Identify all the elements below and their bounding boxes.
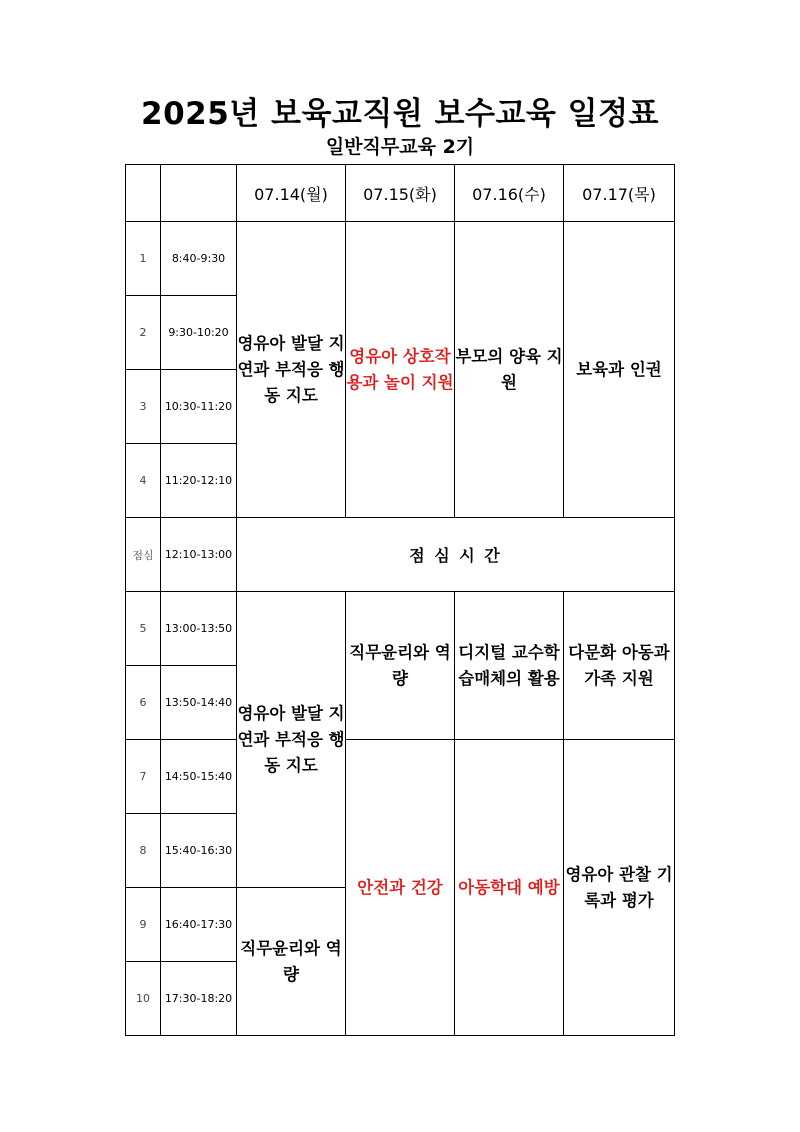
page-title: 2025년 보육교직원 보수교육 일정표 bbox=[141, 96, 659, 132]
period-number: 1 bbox=[126, 222, 161, 296]
period-time: 15:40-16:30 bbox=[161, 814, 237, 888]
course-cell: 보육과 인권 bbox=[564, 222, 675, 518]
course-cell: 영유아 상호작용과 놀이 지원 bbox=[346, 222, 455, 518]
period-time: 17:30-18:20 bbox=[161, 962, 237, 1036]
day-header: 07.14(월) bbox=[237, 165, 346, 222]
period-number: 8 bbox=[126, 814, 161, 888]
day-header: 07.15(화) bbox=[346, 165, 455, 222]
period-number: 6 bbox=[126, 666, 161, 740]
course-cell: 직무윤리와 역량 bbox=[237, 888, 346, 1036]
header-row bbox=[126, 165, 675, 222]
period-time: 13:50-14:40 bbox=[161, 666, 237, 740]
day-header: 07.17(목) bbox=[564, 165, 675, 222]
period-number: 점심 bbox=[126, 518, 161, 592]
period-time: 11:20-12:10 bbox=[161, 444, 237, 518]
period-time: 8:40-9:30 bbox=[161, 222, 237, 296]
period-time: 14:50-15:40 bbox=[161, 740, 237, 814]
lunch-row bbox=[126, 518, 675, 592]
lunch-cell: 점 심 시 간 bbox=[237, 518, 675, 592]
course-cell: 안전과 건강 bbox=[346, 740, 455, 1036]
header-blank-cell bbox=[161, 165, 237, 222]
period-number: 7 bbox=[126, 740, 161, 814]
period-number: 3 bbox=[126, 370, 161, 444]
period-time: 10:30-11:20 bbox=[161, 370, 237, 444]
day-header: 07.16(수) bbox=[455, 165, 564, 222]
period-row bbox=[126, 592, 675, 666]
header-blank-cell bbox=[126, 165, 161, 222]
period-number: 5 bbox=[126, 592, 161, 666]
page-subtitle: 일반직무교육 2기 bbox=[325, 136, 475, 158]
period-number: 10 bbox=[126, 962, 161, 1036]
period-number: 9 bbox=[126, 888, 161, 962]
course-cell: 다문화 아동과 가족 지원 bbox=[564, 592, 675, 740]
period-number: 2 bbox=[126, 296, 161, 370]
period-row bbox=[126, 740, 675, 814]
course-cell: 아동학대 예방 bbox=[455, 740, 564, 1036]
course-cell: 부모의 양육 지원 bbox=[455, 222, 564, 518]
course-cell: 디지털 교수학습매체의 활용 bbox=[455, 592, 564, 740]
period-time: 9:30-10:20 bbox=[161, 296, 237, 370]
period-time: 13:00-13:50 bbox=[161, 592, 237, 666]
course-cell: 영유아 발달 지연과 부적응 행동 지도 bbox=[237, 222, 346, 518]
course-cell: 영유아 관찰 기록과 평가 bbox=[564, 740, 675, 1036]
course-cell: 직무윤리와 역량 bbox=[346, 592, 455, 740]
period-number: 4 bbox=[126, 444, 161, 518]
period-time: 12:10-13:00 bbox=[161, 518, 237, 592]
schedule-table bbox=[125, 164, 675, 1036]
period-row bbox=[126, 222, 675, 296]
course-cell: 영유아 발달 지연과 부적응 행동 지도 bbox=[237, 592, 346, 888]
period-time: 16:40-17:30 bbox=[161, 888, 237, 962]
